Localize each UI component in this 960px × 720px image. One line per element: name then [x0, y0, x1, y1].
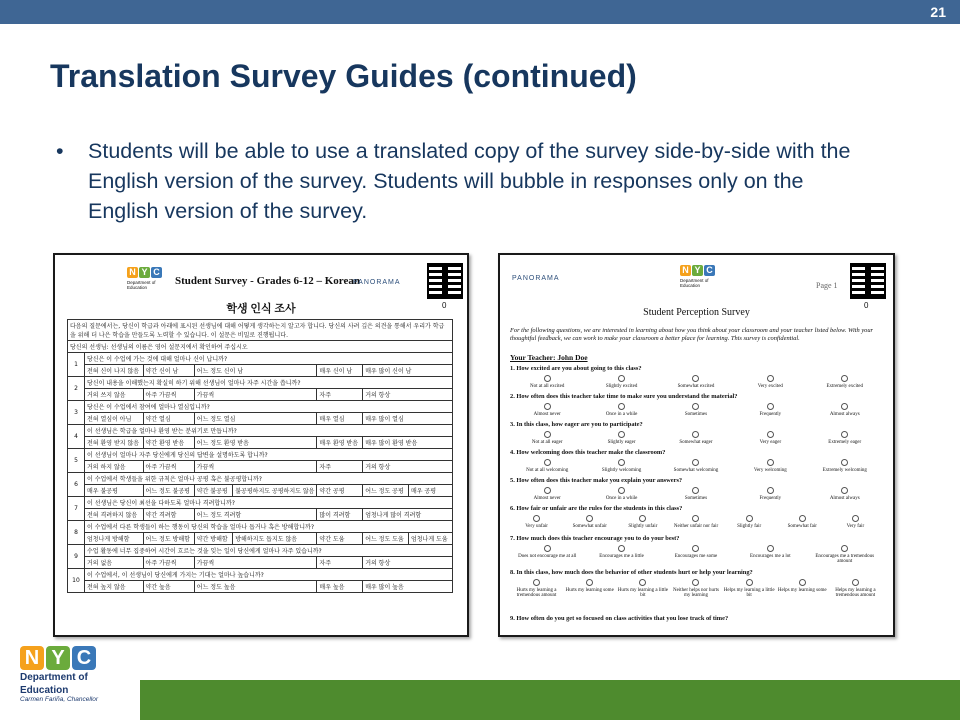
- table-row: 6 이 수업에서 학생들을 위한 규칙은 얼마나 공평 혹은 불공평합니까?: [68, 473, 453, 485]
- radio-circle-icon: [799, 515, 806, 522]
- radio-circle-icon: [618, 403, 625, 410]
- radio-circle-icon: [692, 459, 699, 466]
- question-9: 9. How often do you get so focused on class activities that you lose track of time?: [510, 615, 729, 622]
- bullet-item: [50, 136, 870, 226]
- radio-circle-icon: [841, 545, 848, 552]
- radio-circle-icon: [618, 487, 625, 494]
- bullet-list: [50, 136, 870, 226]
- table-row: 7 이 선생님은 당신이 최선을 다하도록 얼마나 격려합니까?: [68, 497, 453, 509]
- korean-teacher-line: 당신의 선생님: 선생님의 이름은 영어 설문지에서 확인하여 주십시오: [68, 341, 453, 353]
- radio-circle-icon: [544, 403, 551, 410]
- radio-circle-icon: [767, 375, 774, 382]
- table-row: 전혀 열심이 아님 약간 열심 어느 정도 열심 매우 열심 매우 많이 열심: [68, 413, 453, 425]
- options-3: Not at all eager Slightly eager Somewhat eager Very eager Extremely eager: [510, 431, 882, 445]
- radio-circle-icon: [767, 545, 774, 552]
- nyc-mini-logo: N Y C: [127, 267, 162, 278]
- page-label: Page 1: [816, 281, 838, 290]
- radio-circle-icon: [767, 403, 774, 410]
- mini-dept-label: Department of Education: [127, 280, 156, 290]
- question-8: 8. In this class, how much does the behavior of other students hurt or help your learning?: [510, 569, 753, 576]
- radio-circle-icon: [692, 431, 699, 438]
- table-row: 8 이 수업에서 다른 학생들이 하는 행동이 당신의 학습을 얼마나 돕거나 혹은 방해합니까?: [68, 521, 453, 533]
- table-row: 4 이 선생님은 학급을 얼마나 환영 받는 분위기로 만듭니까?: [68, 425, 453, 437]
- radio-circle-icon: [618, 459, 625, 466]
- logo-chancellor: Carmen Fariña, Chancellor: [20, 696, 99, 703]
- table-row: 전혀 환영 받지 않음 약간 환영 받음 어느 정도 환영 받음 매우 환영 받음 매우 많이 환영 받음: [68, 437, 453, 449]
- options-5: Almost never Once in a while Sometimes Frequently Almost always: [510, 487, 882, 501]
- qr-code-icon: [427, 263, 463, 299]
- table-row: 거의 없음 아주 가끔씩 가끔씩 자주 거의 항상: [68, 557, 453, 569]
- logo-dept-line1: Department of: [20, 672, 88, 683]
- bullet-dot-icon: •: [56, 139, 64, 163]
- nyc-letter-c: C: [72, 646, 96, 670]
- radio-circle-icon: [544, 375, 551, 382]
- radio-circle-icon: [767, 431, 774, 438]
- radio-circle-icon: [692, 487, 699, 494]
- slide-title: Translation Survey Guides (continued): [50, 58, 637, 94]
- qr-label: 0: [864, 301, 869, 310]
- radio-circle-icon: [692, 403, 699, 410]
- qr-label: 0: [442, 301, 447, 310]
- radio-circle-icon: [841, 403, 848, 410]
- radio-circle-icon: [618, 375, 625, 382]
- question-3: 3. In this class, how eager are you to participate?: [510, 421, 643, 428]
- table-row: 10 이 수업에서, 이 선생님이 당신에게 가지는 기대는 얼마나 높습니까?: [68, 569, 453, 581]
- table-row: 전혀 신이 나지 않음 약간 신이 남 어느 정도 신이 남 매우 신이 남 매우 많이 신이 남: [68, 365, 453, 377]
- options-4: Not at all welcoming Slightly welcoming Somewhat welcoming Very welcoming Extremely welcoming: [510, 459, 882, 473]
- table-row: 전혀 높지 않음 약간 높음 어느 정도 높음 매우 높음 매우 많이 높음: [68, 581, 453, 593]
- radio-circle-icon: [852, 515, 859, 522]
- korean-survey-table: [67, 319, 453, 593]
- options-6: Very unfair Somewhat unfair Slightly unfair Neither unfair nor fair Slightly fair Somewhat fair Very fair: [510, 515, 882, 529]
- options-1: Not at all excited Slightly excited Somewhat excited Very excited Extremely excited: [510, 375, 882, 389]
- table-row: 5 이 선생님이 얼마나 자주 당신에게 당신의 답변을 설명하도록 합니까?: [68, 449, 453, 461]
- nyc-letter-n: N: [20, 646, 44, 670]
- table-row: 엄청나게 방해함 어느 정도 방해함 약간 방해함 방해하지도 돕지도 않음 약간 도움 어느 정도 도움 엄청나게 도움: [68, 533, 453, 545]
- radio-circle-icon: [544, 487, 551, 494]
- nyc-letter-y: Y: [46, 646, 70, 670]
- korean-heading: 학생 인식 조사: [226, 303, 296, 315]
- radio-circle-icon: [767, 459, 774, 466]
- bullet-text: Students will be able to use a translated copy of the survey side-by-side with the English version of the survey. Students will bubble in responses only on the English version of the survey.: [88, 139, 851, 223]
- english-intro: For the following questions, we are interested in learning about how you think about your classroom and your teacher listed below. With your thoughtful feedback, we can work to make your classroom a better place for learning. This survey is confidential.: [510, 327, 874, 342]
- radio-circle-icon: [841, 459, 848, 466]
- radio-circle-icon: [544, 431, 551, 438]
- top-bar: [0, 0, 960, 24]
- radio-circle-icon: [692, 515, 699, 522]
- english-doc-title: Student Perception Survey: [643, 307, 750, 318]
- korean-intro: 다음의 질문에서는, 당신이 학급과 아래에 표시된 선생님에 대해 어떻게 생각하는지 알고자 합니다. 당신의 사려 깊은 의견을 통해서 우리가 학급을 위해 더 나은 학습을 만들도록 노력할 수 있습니다. 이 설문은 비밀로 진행됩니다.: [68, 320, 453, 341]
- table-row: 매우 불공평 어느 정도 불공평 약간 불공평 불공평하지도 공평하지도 않음 약간 공평 어느 정도 공평 매우 공평: [68, 485, 453, 497]
- table-row: 3 당신은 이 수업에서 참여에 얼마나 열심입니까?: [68, 401, 453, 413]
- radio-circle-icon: [852, 579, 859, 586]
- table-row: 2 당신이 내용을 이해했는지 확실히 하기 위해 선생님이 얼마나 자주 시간을 씁니까?: [68, 377, 453, 389]
- question-7: 7. How much does this teacher encourage you to do your best?: [510, 535, 680, 542]
- slide-number: 21: [930, 4, 946, 20]
- radio-circle-icon: [799, 579, 806, 586]
- radio-circle-icon: [618, 545, 625, 552]
- question-6: 6. How fair or unfair are the rules for the students in this class?: [510, 505, 683, 512]
- table-row: 전혀 격려하지 않음 약간 격려함 어느 정도 격려함 많이 격려함 엄청나게 많이 격려함: [68, 509, 453, 521]
- options-2: Almost never Once in a while Sometimes Frequently Almost always: [510, 403, 882, 417]
- radio-circle-icon: [841, 487, 848, 494]
- korean-doc-title: Student Survey - Grades 6-12 – Korean: [175, 275, 360, 287]
- panorama-logo: PANORAMA: [512, 275, 560, 282]
- qr-code-icon: [850, 263, 886, 299]
- radio-circle-icon: [639, 515, 646, 522]
- radio-circle-icon: [586, 579, 593, 586]
- question-1: 1. How excited are you about going to this class?: [510, 365, 642, 372]
- logo-dept-line2: Education: [20, 685, 69, 696]
- panorama-logo: PANORAMA: [353, 279, 401, 286]
- radio-circle-icon: [692, 545, 699, 552]
- table-row: 거의 하지 않음 아주 가끔씩 가끔씩 자주 거의 항상: [68, 461, 453, 473]
- teacher-name: Your Teacher: John Doe: [510, 353, 588, 362]
- footer-bar: [140, 680, 960, 720]
- radio-circle-icon: [533, 579, 540, 586]
- radio-circle-icon: [544, 545, 551, 552]
- question-5: 5. How often does this teacher make you explain your answers?: [510, 477, 683, 484]
- radio-circle-icon: [746, 515, 753, 522]
- radio-circle-icon: [692, 375, 699, 382]
- table-row: 9 수업 활동에 너무 집중하여 시간이 흐르는 것을 잊는 일이 당신에게 얼마나 자주 있습니까?: [68, 545, 453, 557]
- radio-circle-icon: [767, 487, 774, 494]
- english-survey-image: [498, 253, 895, 637]
- nyc-doe-logo: [20, 646, 98, 703]
- nyc-letters: [20, 646, 98, 670]
- radio-circle-icon: [533, 515, 540, 522]
- mini-dept-label: Department of Education: [680, 278, 709, 288]
- radio-circle-icon: [586, 515, 593, 522]
- nyc-mini-logo: N Y C: [680, 265, 715, 276]
- radio-circle-icon: [544, 459, 551, 466]
- table-row: 거의 쓰지 않음 아주 가끔씩 가끔씩 자주 거의 항상: [68, 389, 453, 401]
- radio-circle-icon: [692, 579, 699, 586]
- question-4: 4. How welcoming does this teacher make the classroom?: [510, 449, 666, 456]
- question-2: 2. How often does this teacher take time to make sure you understand the material?: [510, 393, 738, 400]
- radio-circle-icon: [841, 375, 848, 382]
- korean-survey-image: [53, 253, 469, 637]
- options-8: Hurts my learning a tremendous amount Hurts my learning some Hurts my learning a little bit Neither helps nor hurts my learning Helps my learning a little bit Helps my learning some Helps my learning a tremendous amount: [510, 579, 882, 598]
- radio-circle-icon: [746, 579, 753, 586]
- radio-circle-icon: [841, 431, 848, 438]
- radio-circle-icon: [639, 579, 646, 586]
- table-row: 1 당신은 이 수업에 가는 것에 대해 얼마나 신이 납니까?: [68, 353, 453, 365]
- options-7: Does not encourage me at all Encourages me a little Encourages me some Encourages me a lot Encourages me a tremendous amount: [510, 545, 882, 564]
- radio-circle-icon: [618, 431, 625, 438]
